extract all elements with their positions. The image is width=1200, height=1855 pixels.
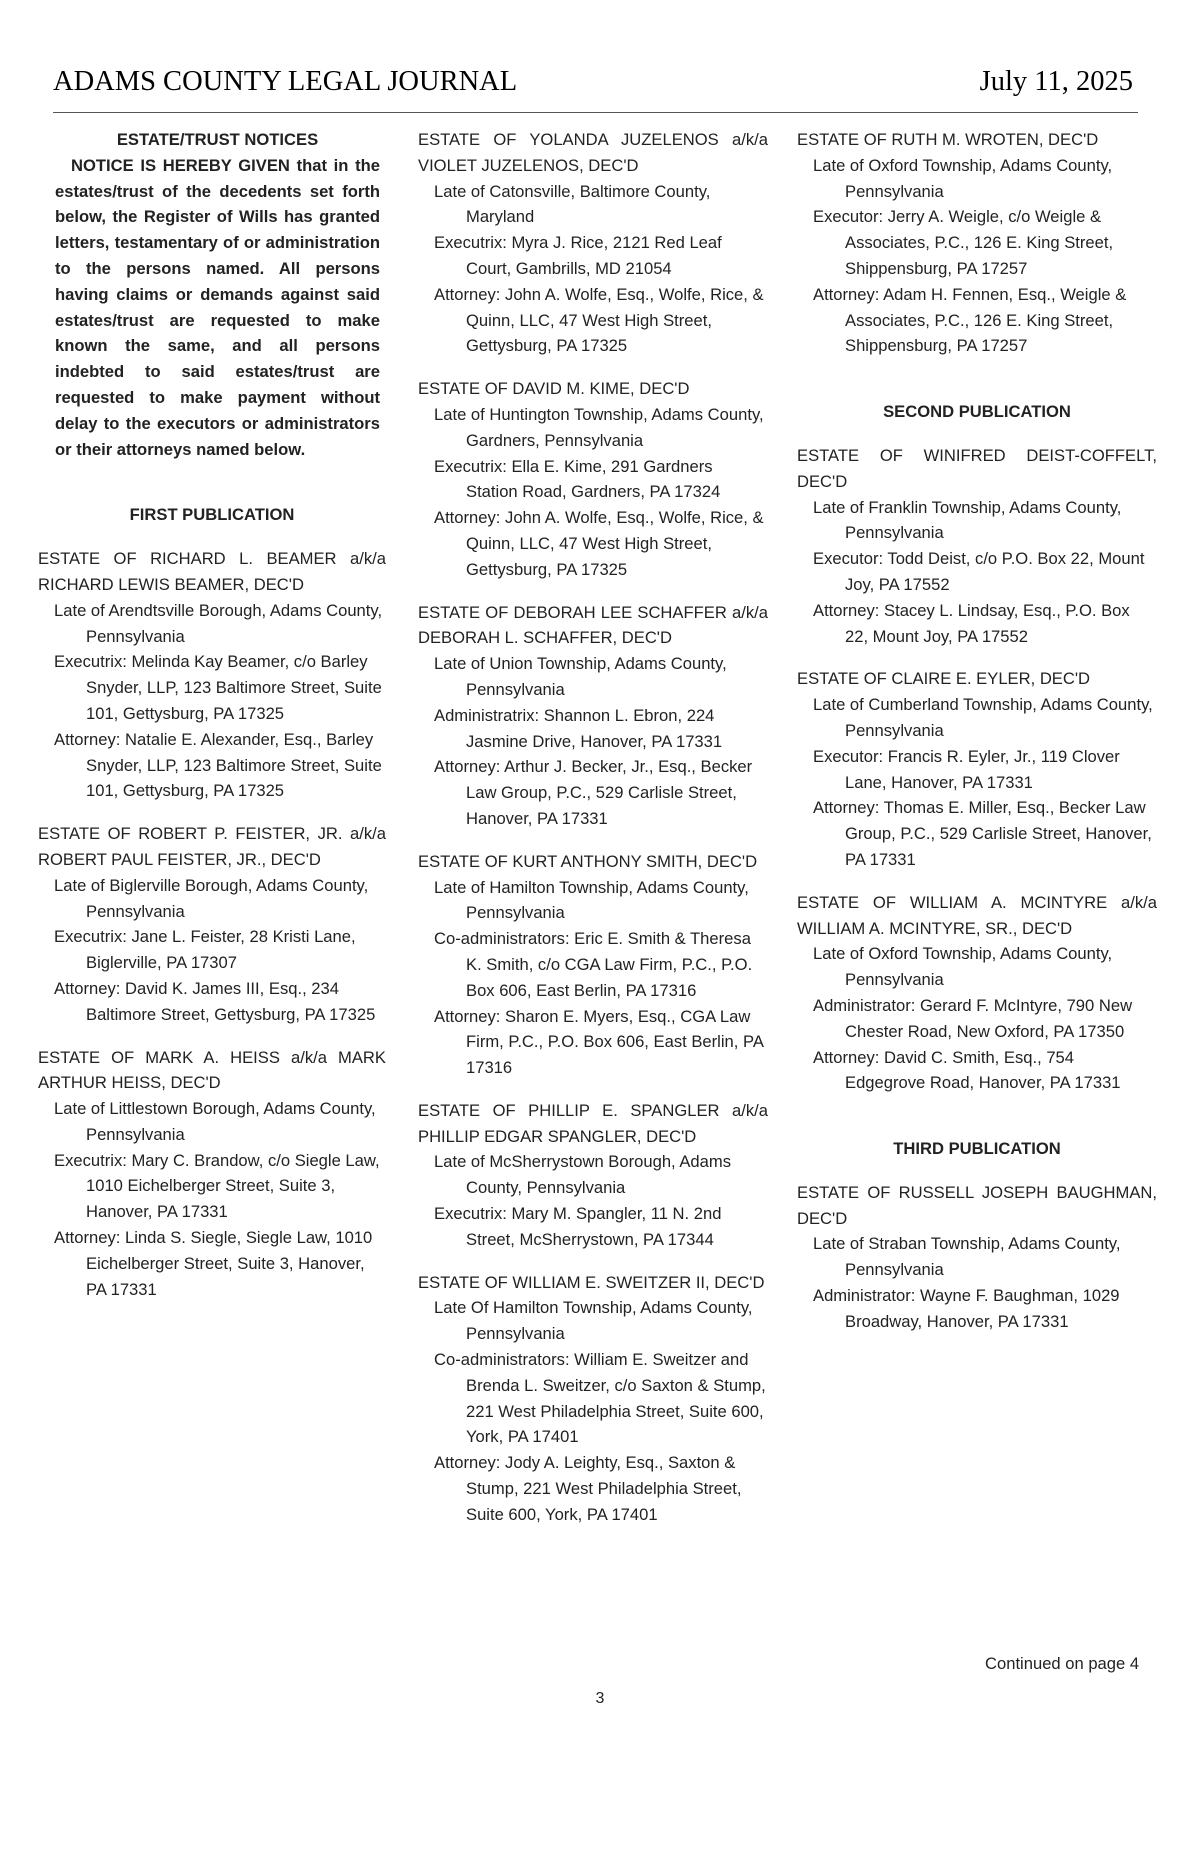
- estate-attorney: Attorney: John A. Wolfe, Esq., Wolfe, Rice, & Quinn, LLC, 47 West High Street, Gettysburg, PA 17325: [434, 284, 764, 356]
- estate-title: ESTATE OF ROBERT P. FEISTER, JR. a/k/a ROBERT PAUL FEISTER, JR., DEC'D: [38, 824, 386, 869]
- column-1: [38, 127, 386, 1302]
- estate-title: ESTATE OF RUTH M. WROTEN, DEC'D: [797, 130, 1099, 149]
- estate-title: ESTATE OF CLAIRE E. EYLER, DEC'D: [797, 669, 1091, 689]
- column-3: [797, 127, 1157, 1335]
- intro-lead: NOTICE IS HEREBY GIVEN: [71, 155, 290, 175]
- estate-representative: Executrix: Myra J. Rice, 2121 Red Leaf Court, Gambrills, MD 21054: [434, 233, 722, 278]
- estate-residence: Late of Union Township, Adams County, Pennsylvania: [434, 654, 727, 699]
- estate-attorney: Attorney: Linda S. Siegle, Siegle Law, 1010 Eichelberger Street, Suite 3, Hanover, PA 17331: [54, 1228, 373, 1299]
- estate-attorney: Attorney: John A. Wolfe, Esq., Wolfe, Rice, & Quinn, LLC, 47 West High Street, Gettysburg, PA 17325: [434, 508, 764, 579]
- estate-attorney: Attorney: Adam H. Fennen, Esq., Weigle & Associates, P.C., 126 E. King Street, Shippensburg, PA 17257: [813, 284, 1127, 356]
- estate-residence: Late of Littlestown Borough, Adams County, Pennsylvania: [54, 1099, 376, 1144]
- estate-notice: [418, 600, 768, 832]
- estate-title: ESTATE OF WILLIAM E. SWEITZER II, DEC'D: [418, 1272, 765, 1292]
- estate-residence: Late of Biglerville Borough, Adams County, Pennsylvania: [54, 875, 369, 921]
- estate-attorney: Attorney: Stacey L. Lindsay, Esq., P.O. Box 22, Mount Joy, PA 17552: [813, 600, 1130, 646]
- estate-title: ESTATE OF RICHARD L. BEAMER a/k/a RICHARD LEWIS BEAMER, DEC'D: [38, 549, 386, 594]
- notices-heading: ESTATE/TRUST NOTICES: [116, 130, 319, 149]
- estate-notice: [797, 1180, 1157, 1335]
- estate-notice: [418, 1270, 768, 1528]
- estate-representative: Co-administrators: Eric E. Smith & Theresa K. Smith, c/o CGA Law Firm, P.C., P.O. Box 606, East Berlin, PA 17316: [434, 929, 753, 1000]
- estate-representative: Executrix: Melinda Kay Beamer, c/o Barley Snyder, LLP, 123 Baltimore Street, Suite 101, Gettysburg, PA 17325: [54, 652, 382, 723]
- estate-residence: Late of Oxford Township, Adams County, Pennsylvania: [813, 944, 1113, 990]
- estate-notice: [418, 849, 768, 1081]
- estate-residence: Late of Oxford Township, Adams County, Pennsylvania: [813, 155, 1113, 201]
- estate-representative: Executrix: Mary M. Spangler, 11 N. 2nd Street, McSherrystown, PA 17344: [434, 1204, 722, 1249]
- estate-residence: Late of Cumberland Township, Adams County, Pennsylvania: [813, 695, 1153, 740]
- estate-title: ESTATE OF DAVID M. KIME, DEC'D: [418, 379, 690, 399]
- journal-title: ADAMS COUNTY LEGAL JOURNAL: [53, 66, 518, 97]
- estate-representative: Administrator: Gerard F. McIntyre, 790 New Chester Road, New Oxford, PA 17350: [813, 995, 1133, 1041]
- estate-representative: Executor: Todd Deist, c/o P.O. Box 22, Mount Joy, PA 17552: [813, 549, 1145, 594]
- column-2: [418, 127, 768, 1528]
- estate-title: ESTATE OF YOLANDA JUZELENOS a/k/a VIOLET JUZELENOS, DEC'D: [418, 130, 768, 175]
- estate-representative: Executrix: Ella E. Kime, 291 Gardners Station Road, Gardners, PA 17324: [434, 456, 721, 502]
- estate-attorney: Attorney: Jody A. Leighty, Esq., Saxton & Stump, 221 West Philadelphia Street, Suite 600, York, PA 17401: [434, 1453, 742, 1524]
- estate-attorney: Attorney: Sharon E. Myers, Esq., CGA Law Firm, P.C., P.O. Box 606, East Berlin, PA 17316: [434, 1006, 763, 1078]
- estate-notice: [418, 1098, 768, 1253]
- estate-notice: [797, 443, 1157, 649]
- estate-residence: Late of Hamilton Township, Adams County, Pennsylvania: [434, 877, 749, 923]
- estate-representative: Administrator: Wayne F. Baughman, 1029 Broadway, Hanover, PA 17331: [813, 1286, 1120, 1331]
- page-number: 3: [595, 1690, 605, 1707]
- estate-representative: Executor: Jerry A. Weigle, c/o Weigle & Associates, P.C., 126 E. King Street, Shippensburg, PA 17257: [813, 207, 1114, 278]
- estate-attorney: Attorney: David K. James III, Esq., 234 Baltimore Street, Gettysburg, PA 17325: [54, 978, 376, 1024]
- estate-residence: Late of Franklin Township, Adams County, Pennsylvania: [813, 497, 1122, 543]
- estate-notice: [38, 546, 386, 804]
- issue-date: July 11, 2025: [979, 66, 1133, 97]
- estate-title: ESTATE OF PHILLIP E. SPANGLER a/k/a PHILLIP EDGAR SPANGLER, DEC'D: [418, 1100, 768, 1146]
- estate-representative: Administratrix: Shannon L. Ebron, 224 Jasmine Drive, Hanover, PA 17331: [434, 705, 723, 751]
- first-publication-heading: FIRST PUBLICATION: [129, 505, 295, 525]
- page-header: [53, 66, 1133, 98]
- estate-notice: [38, 821, 386, 1027]
- estate-residence: Late of Catonsville, Baltimore County, Maryland: [434, 181, 711, 227]
- estate-representative: Executor: Francis R. Eyler, Jr., 119 Clover Lane, Hanover, PA 17331: [813, 746, 1120, 792]
- estate-notice: [418, 376, 768, 582]
- estate-title: ESTATE OF KURT ANTHONY SMITH, DEC'D: [418, 851, 758, 871]
- header-rule: [53, 112, 1138, 113]
- estate-notice: [38, 1045, 386, 1303]
- estate-notice: [418, 127, 768, 359]
- intro-paragraph: [55, 153, 380, 463]
- estate-representative: Executrix: Mary C. Brandow, c/o Siegle Law, 1010 Eichelberger Street, Suite 3, Hanover, PA 17331: [54, 1150, 380, 1222]
- notice-intro: [38, 127, 386, 462]
- estate-residence: Late of Straban Township, Adams County, Pennsylvania: [813, 1234, 1121, 1280]
- estate-notice: [797, 127, 1157, 359]
- estate-attorney: Attorney: David C. Smith, Esq., 754 Edgegrove Road, Hanover, PA 17331: [813, 1047, 1121, 1093]
- estate-notice: [797, 890, 1157, 1096]
- estate-residence: Late of Huntington Township, Adams County, Gardners, Pennsylvania: [434, 404, 764, 450]
- intro-body: that in the estates/trust of the decedents set forth below, the Register of Wills has granted letters, testamentary of or administration to the persons named. All persons having claims or demands against said estates/trust are requested to make known the same, and all persons indebted to said estates/trust are requested to make payment without delay to the executors or administrators or their attorneys named below.: [55, 155, 380, 459]
- estate-title: ESTATE OF DEBORAH LEE SCHAFFER a/k/a DEBORAH L. SCHAFFER, DEC'D: [418, 602, 768, 648]
- estate-attorney: Attorney: Natalie E. Alexander, Esq., Barley Snyder, LLP, 123 Baltimore Street, Suite 101, Gettysburg, PA 17325: [54, 729, 382, 801]
- estate-residence: Late of Arendtsville Borough, Adams County, Pennsylvania: [54, 600, 383, 646]
- estate-notice: [797, 666, 1157, 872]
- third-publication-heading: THIRD PUBLICATION: [893, 1139, 1061, 1159]
- estate-title: ESTATE OF MARK A. HEISS a/k/a MARK ARTHUR HEISS, DEC'D: [38, 1047, 386, 1093]
- estate-title: ESTATE OF WILLIAM A. MCINTYRE a/k/a WILLIAM A. MCINTYRE, SR., DEC'D: [797, 892, 1157, 938]
- estate-representative: Executrix: Jane L. Feister, 28 Kristi Lane, Biglerville, PA 17307: [54, 927, 356, 973]
- estate-title: ESTATE OF RUSSELL JOSEPH BAUGHMAN, DEC'D: [797, 1182, 1157, 1228]
- estate-residence: Late Of Hamilton Township, Adams County, Pennsylvania: [434, 1298, 753, 1344]
- estate-title: ESTATE OF WINIFRED DEIST-COFFELT, DEC'D: [797, 445, 1157, 491]
- estate-attorney: Attorney: Arthur J. Becker, Jr., Esq., Becker Law Group, P.C., 529 Carlisle Street, Hanover, PA 17331: [434, 757, 753, 828]
- second-publication-heading: SECOND PUBLICATION: [883, 402, 1071, 422]
- estate-representative: Co-administrators: William E. Sweitzer and Brenda L. Sweitzer, c/o Saxton & Stump, 221 West Philadelphia Street, Suite 600, York, PA 17401: [434, 1350, 766, 1447]
- estate-attorney: Attorney: Thomas E. Miller, Esq., Becker Law Group, P.C., 529 Carlisle Street, Hanover, PA 17331: [813, 798, 1152, 869]
- continued-note: Continued on page 4: [985, 1654, 1140, 1673]
- estate-residence: Late of McSherrystown Borough, Adams County, Pennsylvania: [434, 1152, 731, 1198]
